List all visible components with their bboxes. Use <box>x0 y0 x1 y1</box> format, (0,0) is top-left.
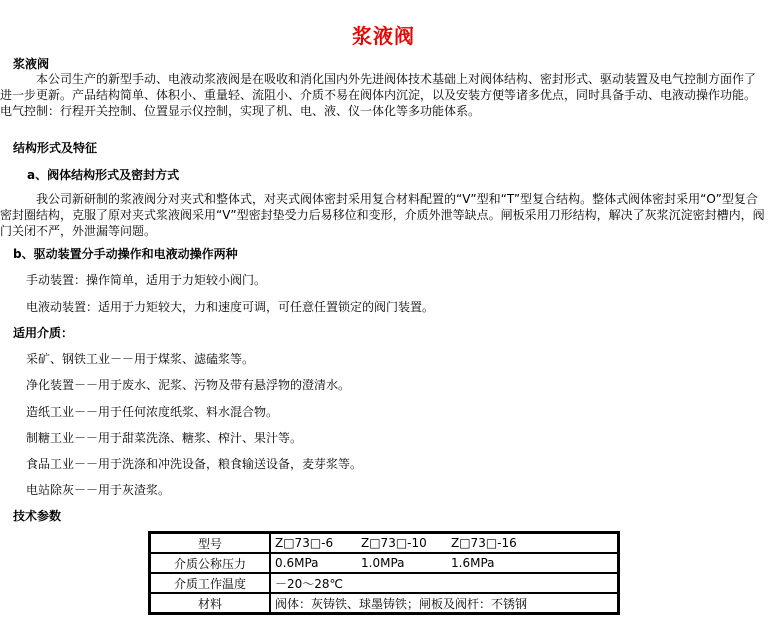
section-heading-slurry-valve: 浆液阀 <box>13 57 50 71</box>
pressure-values <box>270 553 618 573</box>
electro-device-text: 电液动装置：适用于力矩较大，力和速度可调，可任意任置锁定的阀门装置。 <box>26 300 435 314</box>
media-item: 电站除灰－－用于灰渣浆。 <box>26 483 171 497</box>
subheading-a: a、阀体结构形式及密封方式 <box>27 168 180 182</box>
material-label: 材料 <box>150 593 270 613</box>
pressure-value-2: 1.0MPa <box>361 556 405 570</box>
model-values <box>270 533 618 553</box>
model-value-6: Z□73□-6 <box>275 536 334 550</box>
media-item: 采矿、钢铁工业－－用于煤浆、滤磕浆等。 <box>26 352 255 366</box>
table-row <box>150 573 618 593</box>
section-heading-media: 适用介质： <box>13 326 74 340</box>
subheading-b: b、驱动装置分手动操作和电液动操作两种 <box>13 247 238 261</box>
section-heading-structure: 结构形式及特征 <box>13 141 98 155</box>
spec-table <box>148 531 620 615</box>
section-heading-tech-params: 技术参数 <box>13 509 62 523</box>
pressure-value-1: 0.6MPa <box>275 556 319 570</box>
intro-paragraph: 本公司生产的新型手动、电液动浆液阀是在吸收和消化国内外先进阀体技术基础上对阀体结构、密封形式、驱动装置及电气控制方面作了进一步更新。产品结构简单、体积小、重量轻、流阻小、介质不易在阀体内沉淀，以及安装方便等诸多优点，同时具备手动、电液动操作功能。电气控制：行程开关控制、位置显示仪控制，实现了机、电、液、仪一体化等多功能体系。 <box>0 72 757 118</box>
media-item: 净化装置－－用于废水、泥浆、污物及带有悬浮物的澄清水。 <box>26 378 351 392</box>
material-value: 阀体：灰铸铁、球墨铸铁；闸板及阀杆：不锈钢 <box>270 593 618 613</box>
table-row <box>150 553 618 573</box>
media-item: 制糖工业－－用于甜菜洗涤、糖浆、榨汁、果汁等。 <box>26 431 303 445</box>
media-item: 造纸工业－－用于任何浓度纸浆、料水混合物。 <box>26 405 279 419</box>
model-value-10: Z□73□-10 <box>361 536 427 550</box>
table-row <box>150 533 618 553</box>
pressure-label: 介质公称压力 <box>150 553 270 573</box>
model-value-16: Z□73□-16 <box>451 536 517 550</box>
media-item: 食品工业－－用于洗涤和冲洗设备，粮食输送设备，麦芽浆等。 <box>26 457 363 471</box>
table-row <box>150 593 618 613</box>
temperature-value: －20～28℃ <box>270 573 618 593</box>
pressure-value-3: 1.6MPa <box>451 556 495 570</box>
page-title: 浆液阀 <box>352 24 415 48</box>
temperature-label: 介质工作温度 <box>150 573 270 593</box>
manual-device-text: 手动装置：操作简单，适用于力矩较小阀门。 <box>26 273 267 287</box>
structure-paragraph: 我公司新研制的浆液阀分对夹式和整体式，对夹式阀体密封采用复合材料配置的“V”型和“T”型复合结构。整体式阀体密封采用“O”型复合密封圈结构，克服了原对夹式浆液阀采用“V”型密封垫受力后易移位和变形，介质外泄等缺点。闸板采用刀形结构，解决了灰浆沉淀密封槽内，阀门关闭不严，外泄漏等问题。 <box>0 192 765 238</box>
model-label: 型号 <box>150 533 270 553</box>
